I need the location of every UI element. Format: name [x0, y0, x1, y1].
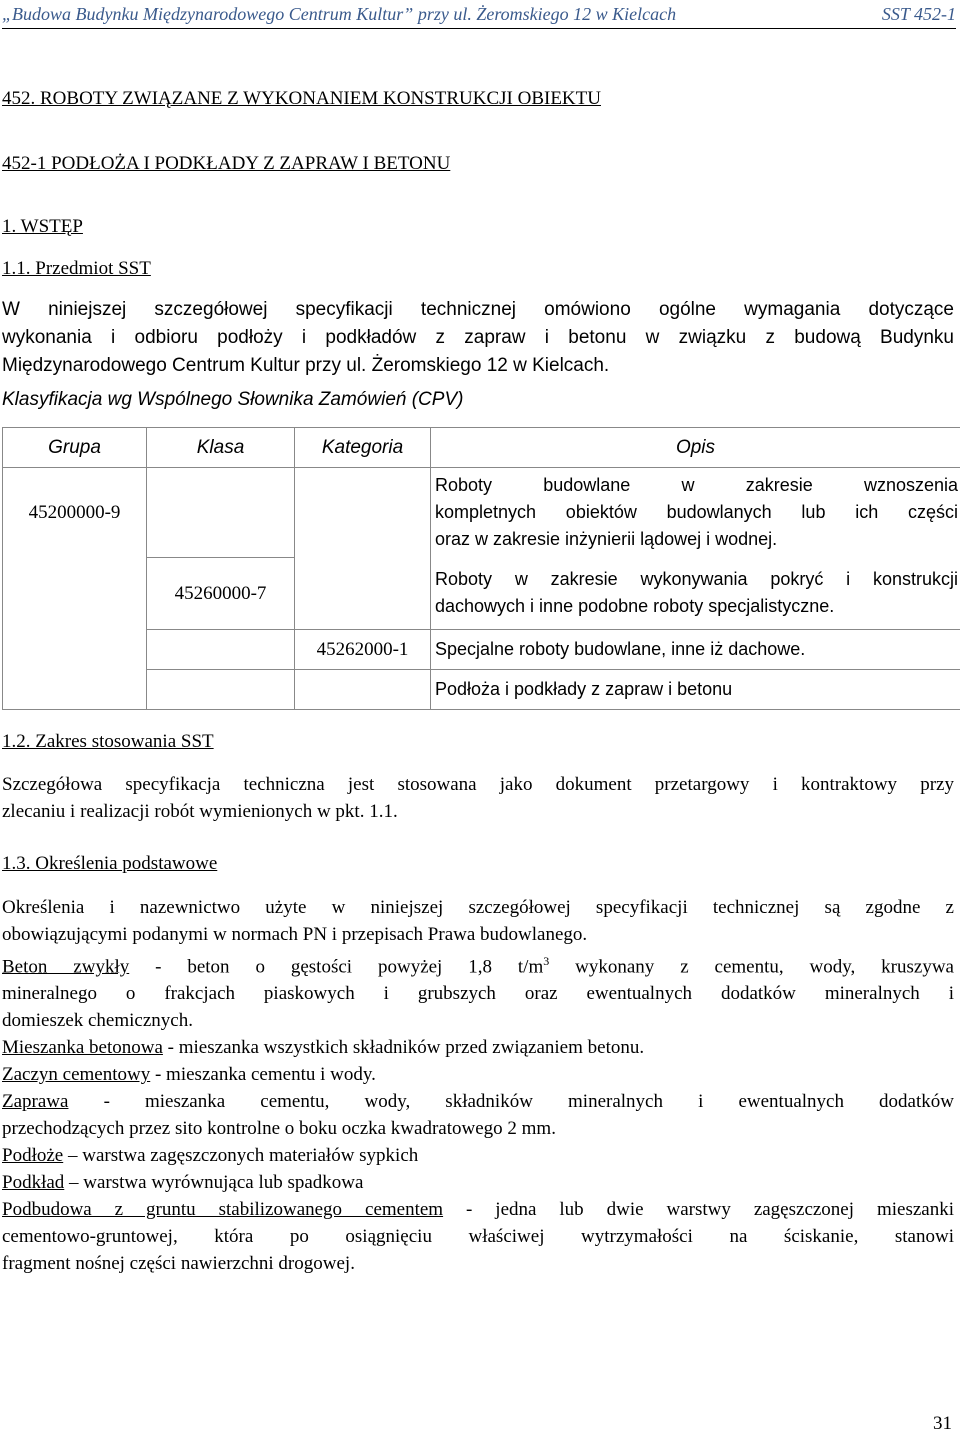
definition-text: - mieszanka wszystkich składników przed związaniem betonu. — [162, 1037, 645, 1059]
cell-klasa — [147, 630, 295, 670]
cell-opis — [431, 670, 960, 710]
definition-text: - jedna lub dwie warstwy zagęszczonej mieszanki — [443, 1199, 954, 1221]
opis-line: Podłoża i podkłady z zapraw i betonu — [435, 679, 733, 699]
zakres-heading: 1.2. Zakres stosowania SST — [2, 731, 214, 752]
header-title: „Budowa Budynku Międzynarodowego Centrum Kultur” przy ul. Żeromskiego 12 w Kielcach — [2, 4, 677, 24]
section-452-1-heading: 452-1 PODŁOŻA I PODKŁADY Z ZAPRAW I BETONU — [2, 153, 451, 174]
cell-kategoria — [295, 670, 431, 710]
definition-podklad — [2, 1169, 954, 1196]
opis-line: Roboty w zakresie wykonywania pokryć i konstrukcji — [435, 569, 958, 590]
col-header-klasa: Klasa — [147, 428, 295, 468]
zakres-line: Szczegółowa specyfikacja techniczna jest stosowana jako dokument przetargowy i kontraktowy przy — [2, 774, 954, 795]
przedmiot-line: wykonania i odbioru podłoży i podkładów z zapraw i betonu w związku z budową Budynku — [2, 327, 954, 348]
cell-kategoria: 45262000-1 — [295, 630, 431, 670]
definition-mieszanka — [2, 1034, 954, 1061]
cell-klasa: 45260000-7 — [147, 558, 295, 630]
okreslenia-paragraph — [2, 894, 954, 1277]
term-podloze: Podłoże — [2, 1145, 64, 1167]
definition-podloze — [2, 1142, 954, 1169]
zakres-line: zlecaniu i realizacji robót wymienionych w pkt. 1.1. — [2, 801, 398, 822]
przedmiot-heading: 1.1. Przedmiot SST — [2, 258, 151, 279]
przedmiot-line: Międzynarodowego Centrum Kultur przy ul. Żeromskiego 12 w Kielcach. — [2, 355, 610, 376]
definition-podbudowa — [2, 1196, 954, 1223]
cpv-title: Klasyfikacja wg Wspólnego Słownika Zamówień (CPV) — [2, 389, 464, 410]
definition-zaprawa — [2, 1088, 954, 1115]
cell-klasa — [147, 468, 295, 558]
term-zaczyn-cementowy: Zaczyn cementowy — [2, 1064, 151, 1086]
table-row — [3, 670, 960, 710]
header-code: SST 452-1 — [881, 4, 956, 24]
definition-text: - mieszanka cementu, wody, składników mineralnych i ewentualnych dodatków — [68, 1091, 954, 1113]
opis-line: oraz w zakresie inżynierii lądowej i wodnej. — [435, 529, 778, 550]
table-row — [3, 468, 960, 558]
definition-zaczyn — [2, 1061, 954, 1088]
page-header — [2, 2, 956, 29]
term-mieszanka-betonowa: Mieszanka betonowa — [2, 1037, 163, 1059]
cell-opis — [431, 630, 960, 670]
definition-text: – warstwa wyrównująca lub spadkowa — [64, 1172, 364, 1194]
definition-text: wykonany z cementu, wody, kruszywa — [549, 956, 954, 978]
okreslenia-line: Określenia i nazewnictwo użyte w niniejszej szczegółowej specyfikacji technicznej są zgodne z — [2, 897, 954, 918]
wstep-heading: 1. WSTĘP — [2, 216, 83, 237]
cell-opis — [431, 468, 960, 558]
col-header-grupa: Grupa — [3, 428, 147, 468]
cell-grupa: 45200000-9 — [3, 468, 147, 558]
page-number: 31 — [933, 1413, 952, 1434]
cell-opis — [431, 558, 960, 630]
term-podbudowa: Podbudowa z gruntu stabilizowanego cementem — [2, 1199, 444, 1221]
opis-line: Specjalne roboty budowlane, inne iż dachowe. — [435, 639, 806, 659]
term-podklad: Podkład — [2, 1172, 65, 1194]
przedmiot-line: W niniejszej szczegółowej specyfikacji technicznej omówiono ogólne wymagania dotyczące — [2, 299, 954, 320]
section-452-heading: 452. ROBOTY ZWIĄZANE Z WYKONANIEM KONSTRUKCJI OBIEKTU — [2, 88, 601, 109]
opis-line: dachowych i inne podobne roboty specjalistyczne. — [435, 596, 835, 617]
table-row — [3, 558, 960, 630]
cell-grupa — [3, 630, 147, 670]
cell-klasa — [147, 670, 295, 710]
okreslenia-line: obowiązującymi podanymi w normach PN i przepisach Prawa budowlanego. — [2, 924, 588, 945]
col-header-opis: Opis — [431, 428, 960, 468]
cell-kategoria — [295, 558, 431, 630]
table-row — [3, 630, 960, 670]
okreslenia-heading: 1.3. Określenia podstawowe — [2, 853, 218, 874]
zakres-paragraph — [2, 771, 954, 825]
definition-line: mineralnego o frakcjach piaskowych i grubszych oraz ewentualnych dodatków mineralnych i — [2, 983, 954, 1005]
definition-line: cementowo-gruntowej, która po osiągnięciu właściwej wytrzymałości na ściskanie, stanowi — [2, 1226, 954, 1248]
definition-text: - mieszanka cementu i wody. — [150, 1064, 376, 1086]
col-header-kategoria: Kategoria — [295, 428, 431, 468]
definition-line: przechodzących przez sito kontrolne o boku oczka kwadratowego 2 mm. — [2, 1118, 556, 1140]
definition-beton — [2, 948, 954, 980]
przedmiot-paragraph — [2, 296, 954, 380]
term-zaprawa: Zaprawa — [2, 1091, 69, 1113]
definition-text: - beton o gęstości powyżej 1,8 t/m — [129, 956, 544, 978]
definition-line: domieszek chemicznych. — [2, 1010, 193, 1032]
opis-line: kompletnych obiektów budowlanych lub ich części — [435, 502, 958, 523]
definition-text: – warstwa zagęszczonych materiałów sypkich — [63, 1145, 419, 1167]
cpv-table — [2, 427, 960, 710]
opis-line: Roboty budowlane w zakresie wznoszenia — [435, 475, 958, 496]
table-header-row — [3, 428, 960, 468]
cell-grupa — [3, 670, 147, 710]
term-beton-zwykly: Beton zwykły — [2, 956, 130, 978]
definition-line: fragment nośnej części nawierzchni drogowej. — [2, 1253, 355, 1275]
cell-grupa — [3, 558, 147, 630]
superscript: 3 — [543, 954, 550, 968]
cell-kategoria — [295, 468, 431, 558]
